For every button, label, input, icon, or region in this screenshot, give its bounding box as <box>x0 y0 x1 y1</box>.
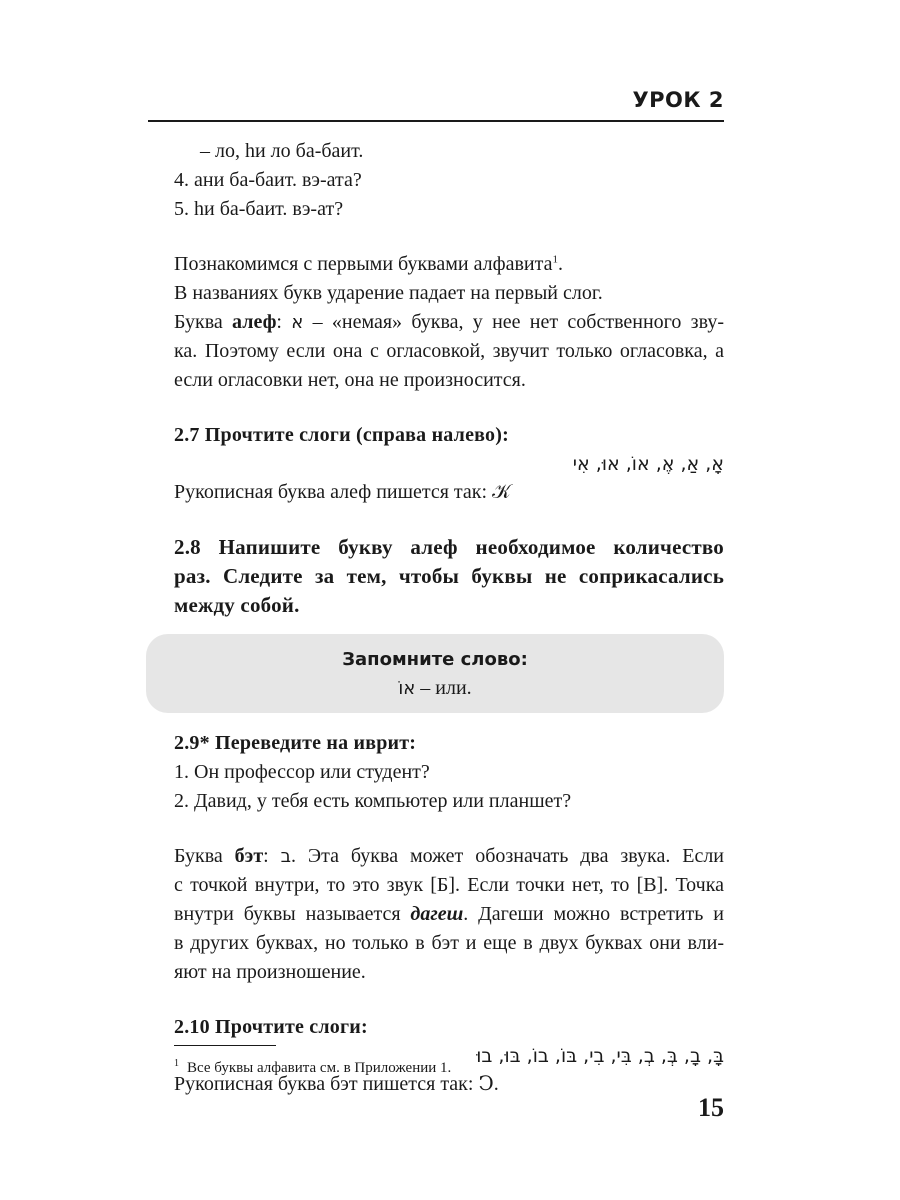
task-2-9-item: 1. Он профессор или студент? <box>174 761 430 783</box>
remember-word: אוֹ – или. <box>398 677 472 699</box>
page-content <box>174 137 724 1099</box>
task-2-9-title: 2.9* Переведите на иврит: <box>174 732 417 754</box>
footnote-ref[interactable]: 1 <box>552 253 558 266</box>
exercise-line: 4. ани ба-баит. вэ-ата? <box>174 169 362 191</box>
bet-description-line-3: внутри буквы называется дагеш. Дагеши можно встретить и <box>174 903 724 925</box>
exercise-line: 5. hи ба-баит. вэ-ат? <box>174 198 344 220</box>
aleph-name: алеф <box>232 311 277 333</box>
lesson-title: УРОК 2 <box>632 88 724 112</box>
task-2-10-syllables: בָּ, בָ, בְּ, בְ, בִּי, בִי, בּוֹ, בוֹ, בּוּ, בוּ <box>476 1045 724 1067</box>
aleph-description-line-2: ка. Поэтому если она с огласовкой, звучит только огласовка, а <box>174 340 724 362</box>
bet-description: Буква бэт: ב. Эта буква может обозначать два звука. Если <box>174 845 725 867</box>
footnote-divider <box>174 1045 276 1046</box>
page-header <box>148 84 724 122</box>
task-2-7-title: 2.7 Прочтите слоги (справа налево): <box>174 424 509 446</box>
bet-description-line-4: в других буквах, но только в бэт и еще в двух буквах они вли- <box>174 932 724 954</box>
task-2-10-title: 2.10 Прочтите слоги: <box>174 1016 368 1038</box>
intro-line-1: Познакомимся с первыми буквами алфавита$^1$. <box>174 253 563 275</box>
task-2-9-item: 2. Давид, у тебя есть компьютер или планшет? <box>174 790 572 812</box>
bet-letter: ב <box>280 846 292 867</box>
bet-description-line-5: яют на произношение. <box>174 961 366 983</box>
exercise-line: – ло, hи ло ба-баит. <box>200 140 364 162</box>
intro-line-2: В названиях букв ударение падает на первый слог. <box>174 282 603 304</box>
bet-handwriting-glyph: Ↄ. <box>478 1073 499 1095</box>
aleph-description-line-3: если огласовки нет, она не произносится. <box>174 369 526 391</box>
remember-box <box>146 634 724 713</box>
footnote <box>174 1054 451 1078</box>
footnote-mark: 1 <box>174 1058 179 1069</box>
aleph-description: Буква алеф: א – «немая» буква, у нее нет собственного зву- <box>174 311 724 333</box>
aleph-handwriting-line: Рукописная буква алеф пишется так: 𝒦 <box>174 481 511 503</box>
bet-handwriting-line: Рукописная буква бэт пишется так: Ↄ. <box>174 1073 499 1095</box>
remember-title: Запомните слово: <box>342 649 528 670</box>
task-2-8-line: раз. Следите за тем, чтобы буквы не соприкасались <box>174 564 724 588</box>
task-2-7-syllables: אָ, אַ, אֶ, אוֹ, אוּ, אִי <box>572 453 724 475</box>
aleph-letter: א <box>291 312 304 333</box>
page-number: 15 <box>698 1093 724 1122</box>
bet-name: бэт <box>234 845 264 867</box>
footnote-text: Все буквы алфавита см. в Приложении 1. <box>187 1060 452 1076</box>
task-2-8-line: 2.8 Напишите букву алеф необходимое количество <box>174 535 724 559</box>
aleph-handwriting-glyph: 𝒦 <box>492 481 511 503</box>
bet-description-line-2: с точкой внутри, то это звук [Б]. Если точки нет, то [В]. Точка <box>174 874 724 896</box>
task-2-8-line: между собой. <box>174 593 300 617</box>
dagesh-term: дагеш <box>410 903 464 925</box>
